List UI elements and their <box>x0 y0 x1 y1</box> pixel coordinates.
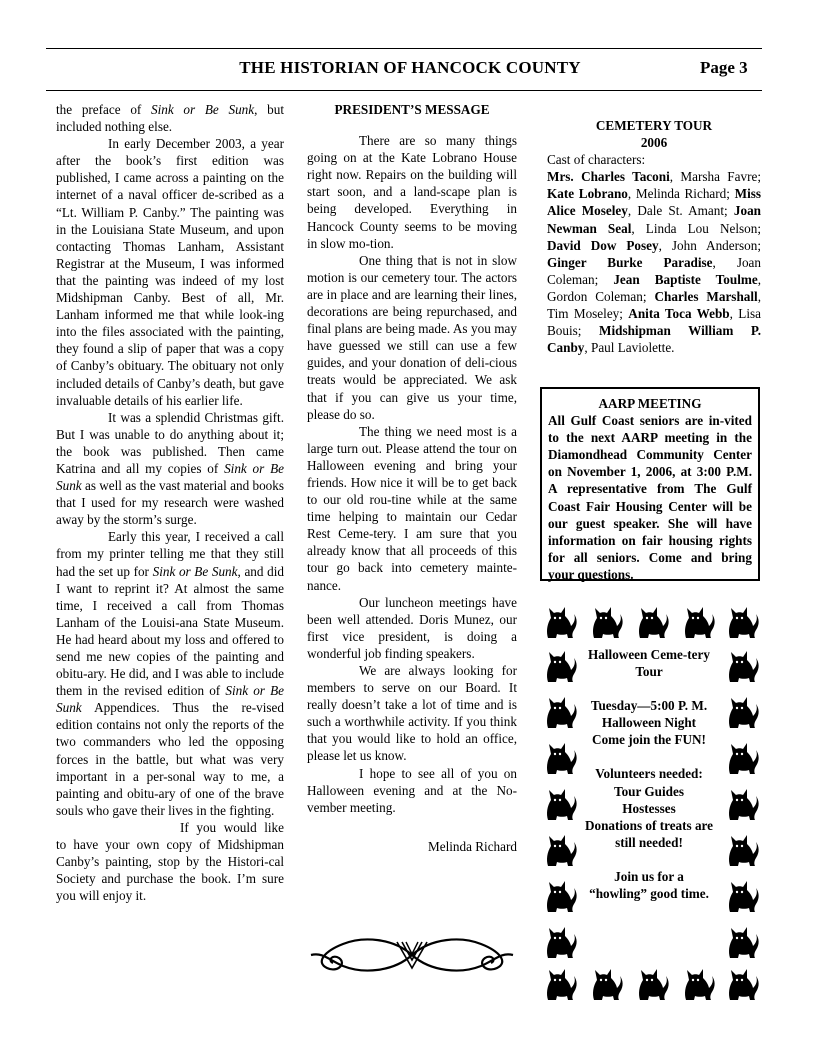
paragraph: The thing we need most is a large turn out. Please attend the tour on Halloween evening and bring your friends. How nice it will be to get back to our old rou-tine while at the same time helping to maintain our Cedar Rest Ceme-tery. I am sure that you already know that all proceeds of this tour go back into cemetery mainte-nance. <box>307 423 517 593</box>
book-title: Sink or Be Sunk <box>152 563 238 579</box>
black-cat-icon <box>543 738 579 776</box>
paragraph: If you would like to have your own copy of Midshipman Canby’s painting, stop by the Histori-cal Society and purchase the book. I’m sure you will enjoy it. <box>56 819 284 904</box>
presidents-message <box>307 101 517 855</box>
black-cat-icon <box>543 646 579 684</box>
volunteers-title: Volunteers needed: <box>595 766 703 782</box>
halloween-night: Halloween Night <box>601 715 697 731</box>
paragraph: In early December 2003, a year after the book’s first edition was published, I came across a painting on the internet of a naval officer de-scribed as a “Lt. William P. Canby.” The painting was in the Louisiana State Museum, and upon contacting Thomas Lanham, Assistant Registrar at the Museum, I was informed that the painting was indeed of my lost Midshipman Canby. Best of all, Mr. Lanham informed me that while look-ing into the files associated with the painting, they found a slip of paper that was a copy of Canby’s obituary. The obituary not only included details of Canby’s death, but gave invaluable details of his earlier life. <box>56 136 284 408</box>
halloween-join: Come join the FUN! <box>592 732 706 748</box>
black-cat-icon <box>681 964 717 1002</box>
masthead: THE HISTORIAN OF HANCOCK COUNTY <box>239 58 581 77</box>
paragraph: It was a splendid Christmas gift. But I was unable to do anything about it; the book was published. Then came Katrina and all my copies of Sink or Be Sunk as well as the vast material and books that I used for my research were washed away by the storm’s surge. <box>56 409 284 528</box>
black-cat-icon <box>589 964 625 1002</box>
paragraph: One thing that is not in slow motion is our cemetery tour. The actors are in place and are learning their lines, decorations are being repurchased, and final plans are being made. As you may have guessed we still can use a few guides, and your donation of deli-cious treats would be appreciated. We ask that if you can give us your time, please do so. <box>307 252 517 422</box>
scroll-ornament-icon <box>303 930 521 980</box>
volunteer-item: Tour Guides <box>614 783 684 799</box>
volunteers-block <box>584 765 714 850</box>
aarp-meeting-box <box>540 387 760 581</box>
halloween-time-block <box>584 697 714 748</box>
cemetery-tour <box>547 117 761 356</box>
aarp-title: AARP MEETING <box>598 396 702 411</box>
book-title: Sink or Be Sunk <box>56 683 285 716</box>
cast-label: Cast of characters: <box>547 152 646 168</box>
aarp-body: All Gulf Coast seniors are in-vited to the next AARP meeting in the Diamondhead Community Center on November 1, 2006, at 3:00 P.M. A representative from The Gulf Coast Fair Housing Center will be our guest speaker. She will have information on fair housing rights for all seniors. Come and bring your questions. <box>548 413 752 582</box>
black-cat-icon <box>725 692 761 730</box>
halloween-tour-notice <box>584 646 714 919</box>
black-cat-icon <box>725 964 761 1002</box>
paragraph: I hope to see all of you on Halloween evening and at the No-vember meeting. <box>307 765 517 815</box>
black-cat-icon <box>725 646 761 684</box>
black-cat-icon <box>725 784 761 822</box>
black-cat-icon <box>543 830 579 868</box>
article-continued <box>56 101 284 904</box>
paragraph: We are always looking for members to serve on our Board. It really doesn’t take a lot of time and is such a worthwhile activity. If you think that you would like to hold an office, please let us know. <box>307 663 517 764</box>
black-cat-icon <box>635 602 671 640</box>
cemetery-year: 2006 <box>640 135 668 151</box>
black-cat-icon <box>681 602 717 640</box>
halloween-time: Tuesday—5:00 P. M. <box>590 698 708 714</box>
paragraph: the preface of Sink or Be Sunk, but included nothing else. <box>56 102 284 135</box>
volunteer-item: Hostesses <box>622 800 676 816</box>
black-cat-icon <box>725 876 761 914</box>
paragraph: There are so many things going on at the Kate Lobrano House right now. Repairs on the building will start soon, and a land-scape plan is being developed. Everything in Hancock County seems to be moving in slow mo-tion. <box>307 133 517 251</box>
black-cat-icon <box>543 692 579 730</box>
cemetery-title: CEMETERY TOUR <box>595 118 713 133</box>
black-cat-icon <box>543 602 579 640</box>
black-cat-icon <box>543 784 579 822</box>
masthead-rule <box>46 90 762 91</box>
black-cat-icon <box>635 964 671 1002</box>
black-cat-icon <box>725 830 761 868</box>
black-cat-icon <box>725 738 761 776</box>
book-title: Sink or Be Sunk <box>56 460 284 494</box>
black-cat-icon <box>725 922 761 960</box>
black-cat-icon <box>543 876 579 914</box>
black-cat-icon <box>543 922 579 960</box>
black-cat-icon <box>543 964 579 1002</box>
volunteer-item: Donations of treats are still needed! <box>584 817 714 850</box>
book-title: Sink or Be Sunk <box>151 102 255 117</box>
cast-list: Mrs. Charles Taconi, Marsha Favre; Kate Lobrano, Melinda Richard; Miss Alice Moseley, Dale St. Amant; Joan Newman Seal, Linda Lou Nelson; David Dow Posey, John Anderson; Ginger Burke Paradise, Joan Coleman; Jean Baptiste Toulme, Gordon Coleman; Charles Marshall, Tim Moseley; Anita Toca Webb, Lisa Bouis; Midshipman William P. Canby, Paul Laviolette. <box>547 169 762 356</box>
paragraph: Early this year, I received a call from my printer telling me that they still had the set up for Sink or Be Sunk, and did I want to reprint it? At almost the same time, I received a call from Thomas Lanham of the Louisi-ana State Museum. He had heard about my loss and offered to send me new copies of the painting and obitu-ary. He did, and I was able to include them in the revised edition of Sink or Be Sunk Appendices. Thus the re-vised edition contains not only the reports of the two commanders who led the opposing forces in the battle, but what was very important in a per-sonal way to me, a painting and obitu-ary of one of the brave souls who gave their lives in the fighting. <box>56 529 285 818</box>
black-cat-icon <box>589 602 625 640</box>
paragraph: Our luncheon meetings have been well attended. Doris Munez, our first vice president, is doing a wonderful job finding speakers. <box>307 594 517 661</box>
section-heading: PRESIDENT’S MESSAGE <box>334 102 490 117</box>
top-rule <box>46 48 762 49</box>
page-number: Page 3 <box>700 58 748 77</box>
black-cat-icon <box>725 602 761 640</box>
signature: Melinda Richard <box>428 838 517 854</box>
halloween-closing: Join us for a “howling” good time. <box>589 868 709 902</box>
halloween-title: Halloween Ceme-tery Tour <box>588 647 710 680</box>
